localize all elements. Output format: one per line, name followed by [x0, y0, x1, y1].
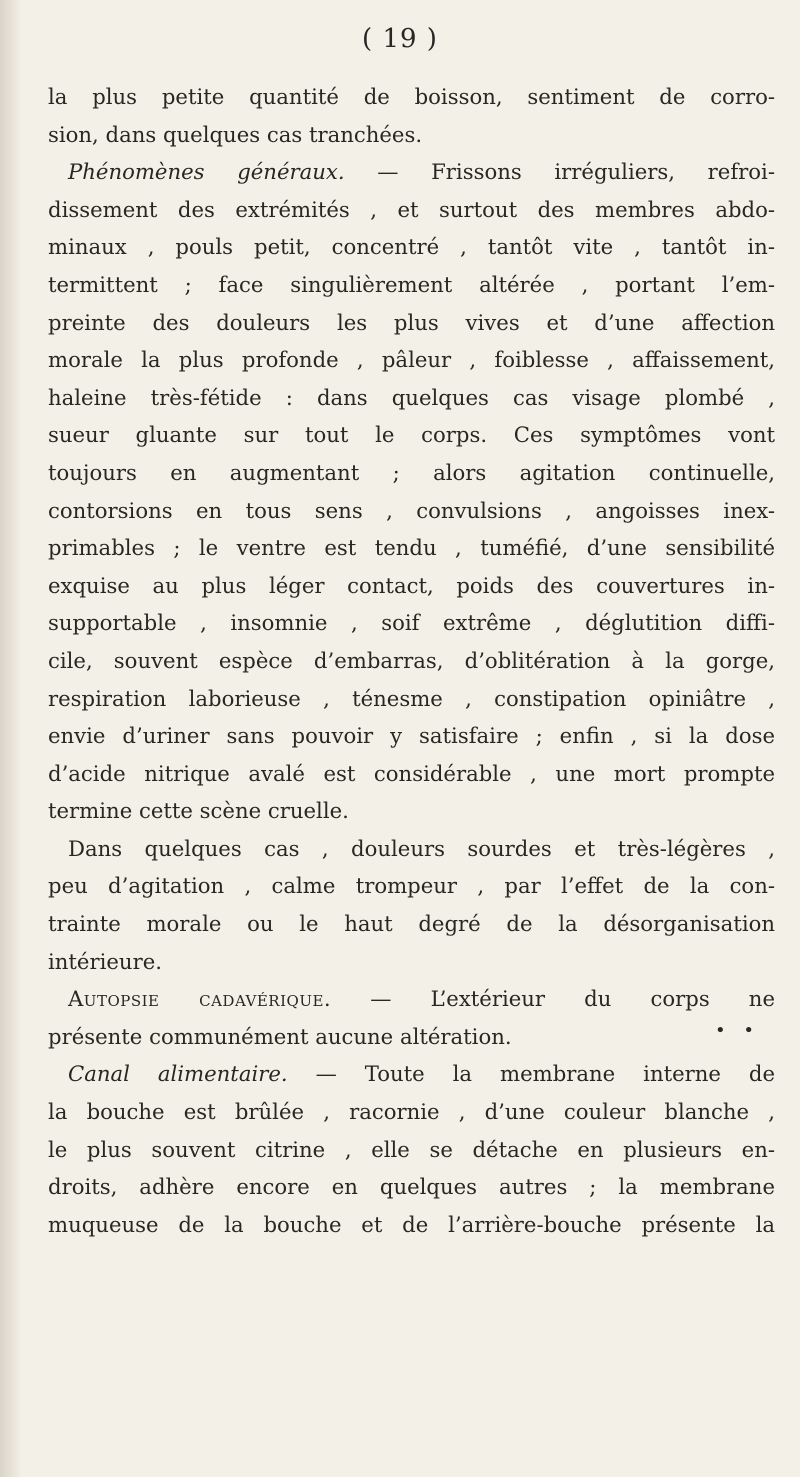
section-heading-smallcaps: Autopsie cadavérique.: [68, 986, 332, 1012]
page-number: ( 19 ): [362, 24, 438, 54]
text-run: — Frissons irréguliers, refroi-: [344, 159, 775, 185]
text-run: droits, adhère encore en quelques autres ; la membrane: [48, 1174, 775, 1200]
text-line: [48, 116, 775, 154]
text-line: [48, 191, 775, 229]
section-heading: Canal alimentaire.: [68, 1061, 288, 1087]
text-run: trainte morale ou le haut degré de la désorganisation: [48, 911, 775, 937]
text-line: [48, 943, 775, 981]
text-line: [48, 416, 775, 454]
text-line: [48, 905, 775, 943]
text-run: respiration laborieuse , ténesme , constipation opiniâtre ,: [48, 685, 775, 711]
text-run: sueur gluante sur tout le corps. Ces symptômes vont: [48, 422, 775, 448]
printer-mark: • •: [715, 1020, 760, 1041]
text-line: [48, 492, 775, 530]
text-run: intérieure.: [48, 948, 162, 974]
text-run: primables ; le ventre est tendu , tuméfié, d’une sensibilité: [48, 535, 775, 561]
text-line: [48, 980, 775, 1018]
text-run: exquise au plus léger contact, poids des couvertures in-: [48, 572, 775, 598]
text-line: [48, 1131, 775, 1169]
text-line: [48, 1093, 775, 1131]
text-run: minaux , pouls petit, concentré , tantôt vite , tantôt in-: [48, 234, 775, 260]
text-line: [48, 341, 775, 379]
text-run: envie d’uriner sans pouvoir y satisfaire ; enfin , si la dose: [48, 723, 775, 749]
body-text: [48, 78, 775, 1243]
text-run: morale la plus profonde , pâleur , foiblesse , affaissement,: [48, 347, 775, 373]
text-run: le plus souvent citrine , elle se détache en plusieurs en-: [48, 1136, 775, 1162]
text-run: cile, souvent espèce d’embarras, d’oblitération à la gorge,: [48, 647, 775, 673]
text-run: sion, dans quelques cas tranchées.: [48, 121, 423, 147]
text-run: supportable , insomnie , soif extrême , déglutition diffi-: [48, 610, 775, 636]
text-run: preinte des douleurs les plus vives et d’une affection: [48, 309, 775, 335]
text-line: [48, 529, 775, 567]
text-line: [48, 867, 775, 905]
text-line: [48, 680, 775, 718]
text-run: la bouche est brûlée , racornie , d’une couleur blanche ,: [48, 1099, 775, 1125]
text-run: muqueuse de la bouche et de l’arrière-bouche présente la: [48, 1211, 775, 1237]
text-run: termine cette scène cruelle.: [48, 798, 349, 824]
text-line: [48, 567, 775, 605]
text-line: [48, 1018, 775, 1056]
page-edge-shadow: [0, 0, 22, 1477]
text-line: [48, 454, 775, 492]
text-run: contorsions en tous sens , convulsions , angoisses inex-: [48, 497, 775, 523]
text-run: la plus petite quantité de boisson, sentiment de corro-: [48, 84, 775, 109]
text-line: [48, 642, 775, 680]
text-line: [48, 379, 775, 417]
text-run: haleine très-fétide : dans quelques cas visage plombé ,: [48, 384, 775, 410]
text-line: [48, 717, 775, 755]
text-line: [48, 1055, 775, 1093]
text-line: [48, 792, 775, 830]
text-run: — L’extérieur du corps ne: [331, 986, 775, 1012]
text-line: [48, 228, 775, 266]
text-run: dissement des extrémités , et surtout des membres abdo-: [48, 196, 775, 222]
text-line: [48, 266, 775, 304]
text-line: [48, 304, 775, 342]
text-run: toujours en augmentant ; alors agitation continuelle,: [48, 459, 775, 485]
section-heading: Phénomènes généraux.: [68, 159, 345, 185]
text-run: — Toute la membrane interne de: [287, 1061, 776, 1087]
text-run: Dans quelques cas , douleurs sourdes et très-légères ,: [68, 835, 775, 861]
text-line: [48, 1168, 775, 1206]
text-line: [48, 604, 775, 642]
text-run: présente communément aucune altération.: [48, 1023, 512, 1049]
text-run: termittent ; face singulièrement altérée , portant l’em-: [48, 271, 775, 297]
text-line: [48, 755, 775, 793]
text-run: d’acide nitrique avalé est considérable , une mort prompte: [48, 760, 775, 786]
text-line: [48, 1206, 775, 1244]
text-line: [48, 153, 775, 191]
text-line: [48, 830, 775, 868]
text-line: [48, 78, 775, 116]
text-run: peu d’agitation , calme trompeur , par l’effet de la con-: [48, 873, 775, 899]
